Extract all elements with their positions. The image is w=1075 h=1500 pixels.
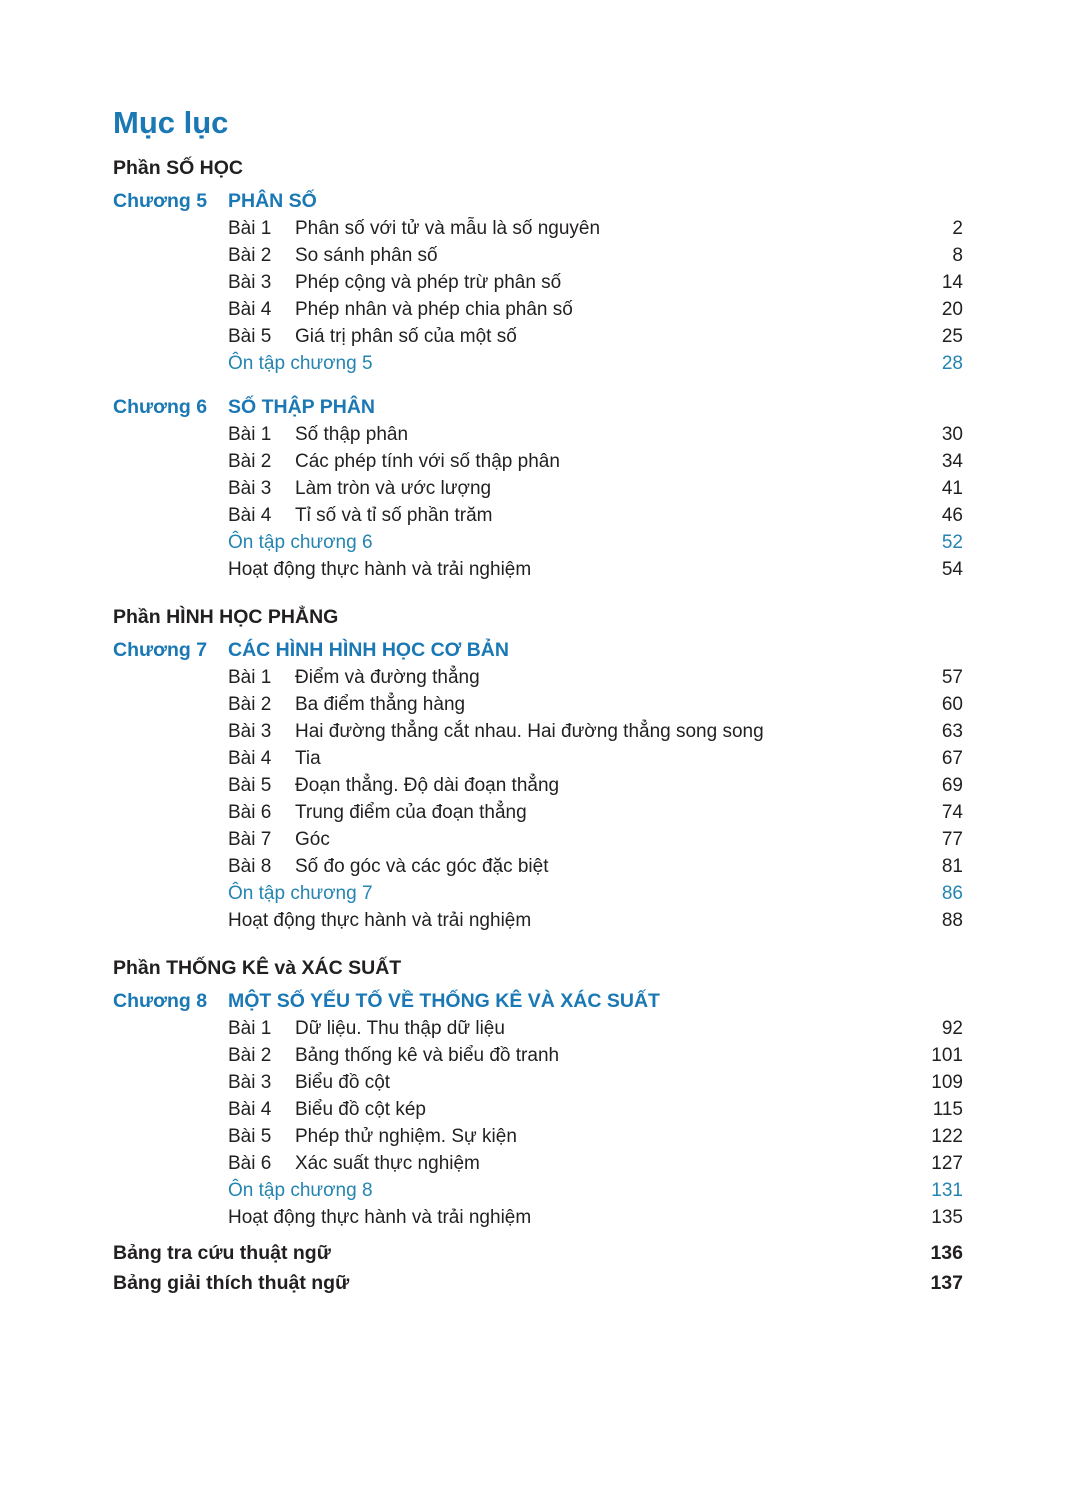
lesson-number: Bài 6 (228, 802, 272, 823)
lesson-title: Phân số với tử và mẫu là số nguyên (295, 218, 601, 239)
lesson-title: Hai đường thẳng cắt nhau. Hai đường thẳng song song (295, 721, 764, 742)
lesson-number: Bài 2 (228, 245, 272, 266)
toc-entry (113, 1204, 963, 1231)
lesson-number: Bài 1 (228, 1018, 272, 1039)
lesson-title: Đoạn thẳng. Độ dài đoạn thẳng (295, 775, 560, 796)
page-number: 74 (941, 802, 963, 823)
lesson-title: Số đo góc và các góc đặc biệt (295, 856, 549, 877)
toc-entry (113, 691, 963, 718)
lesson-number: Bài 6 (228, 1153, 272, 1174)
part-heading: Phần THỐNG KÊ và XÁC SUẤT (113, 957, 402, 979)
lesson-title: Biểu đồ cột (295, 1072, 391, 1093)
lesson-title: Ôn tập chương 6 (228, 532, 373, 553)
toc-chapter (113, 637, 963, 934)
lesson-number: Bài 5 (228, 326, 272, 347)
lesson-title: Hoạt động thực hành và trải nghiệm (228, 1207, 532, 1228)
lesson-number: Bài 4 (228, 505, 272, 526)
part-heading: Phần SỐ HỌC (113, 157, 244, 179)
toc-entry (113, 772, 963, 799)
lesson-title: Ôn tập chương 5 (228, 353, 373, 374)
toc-entry (113, 421, 963, 448)
lesson-title: Phép thử nghiệm. Sự kiện (295, 1126, 517, 1147)
lesson-number: Bài 3 (228, 1072, 272, 1093)
page-number: 88 (941, 910, 963, 931)
toc-part (113, 605, 963, 934)
page-number: 20 (941, 299, 963, 320)
page-number: 46 (941, 505, 963, 526)
toc-entry (113, 269, 963, 296)
page-number: 52 (941, 532, 963, 553)
toc-entry (113, 1069, 963, 1096)
page-number: 92 (941, 1018, 963, 1039)
lesson-title: Trung điểm của đoạn thẳng (295, 802, 527, 823)
toc-entry (113, 799, 963, 826)
back-matter-entry (113, 1238, 963, 1268)
chapter-label: Chương 5 (113, 190, 208, 212)
lesson-title: Ôn tập chương 8 (228, 1180, 373, 1201)
chapter-header (113, 188, 963, 215)
toc-entry (113, 296, 963, 323)
lesson-number: Bài 3 (228, 478, 272, 499)
back-matter-title: Bảng tra cứu thuật ngữ (113, 1242, 331, 1264)
toc-entry (113, 1042, 963, 1069)
toc-entry (113, 502, 963, 529)
page-number: 34 (941, 451, 963, 472)
page-number: 109 (931, 1072, 963, 1093)
page-number: 14 (941, 272, 963, 293)
chapter-header (113, 988, 963, 1015)
chapter-title: CÁC HÌNH HÌNH HỌC CƠ BẢN (228, 639, 509, 661)
lesson-number: Bài 3 (228, 721, 272, 742)
page-number: 41 (941, 478, 963, 499)
lesson-number: Bài 2 (228, 1045, 272, 1066)
page-number: 54 (941, 559, 963, 580)
toc-entry (113, 664, 963, 691)
toc-entry (113, 1177, 963, 1204)
page-number: 8 (952, 245, 963, 266)
toc-entry (113, 1123, 963, 1150)
chapter-title: MỘT SỐ YẾU TỐ VỀ THỐNG KÊ VÀ XÁC SUẤT (228, 990, 660, 1012)
lesson-number: Bài 5 (228, 1126, 272, 1147)
lesson-number: Bài 4 (228, 748, 272, 769)
lesson-title: Phép nhân và phép chia phân số (295, 299, 573, 320)
lesson-title: Biểu đồ cột kép (295, 1099, 426, 1120)
lesson-title: Góc (295, 829, 330, 850)
toc-entry (113, 907, 963, 934)
page-number: 60 (941, 694, 963, 715)
lesson-title: Phép cộng và phép trừ phân số (295, 272, 562, 293)
toc-part (113, 956, 963, 1231)
lesson-title: Các phép tính với số thập phân (295, 451, 560, 472)
page-number: 67 (941, 748, 963, 769)
lesson-number: Bài 1 (228, 667, 272, 688)
lesson-title: Ba điểm thẳng hàng (295, 694, 466, 715)
page-number: 135 (931, 1207, 963, 1228)
toc-entry (113, 826, 963, 853)
lesson-number: Bài 3 (228, 272, 272, 293)
page-number: 25 (941, 326, 963, 347)
back-matter (113, 1238, 963, 1298)
page-number: 81 (941, 856, 963, 877)
lesson-title: So sánh phân số (295, 245, 438, 266)
page-number: 30 (941, 424, 963, 445)
chapter-title: PHÂN SỐ (228, 190, 317, 212)
toc-chapter (113, 988, 963, 1231)
lesson-number: Bài 7 (228, 829, 272, 850)
toc-entry (113, 475, 963, 502)
page-number: 2 (952, 218, 963, 239)
chapter-title: SỐ THẬP PHÂN (228, 396, 375, 418)
page-number: 101 (931, 1045, 963, 1066)
page-number: 77 (941, 829, 963, 850)
lesson-number: Bài 1 (228, 218, 272, 239)
page-number: 122 (931, 1126, 963, 1147)
lesson-number: Bài 4 (228, 299, 272, 320)
lesson-title: Hoạt động thực hành và trải nghiệm (228, 910, 532, 931)
part-heading: Phần HÌNH HỌC PHẲNG (113, 606, 339, 628)
toc-part (113, 156, 963, 583)
chapter-label: Chương 7 (113, 639, 208, 661)
lesson-title: Làm tròn và ước lượng (295, 478, 492, 499)
lesson-number: Bài 1 (228, 424, 272, 445)
page-number: 131 (931, 1180, 963, 1201)
back-matter-entry (113, 1268, 963, 1298)
toc-body (113, 156, 963, 1231)
back-matter-page: 136 (930, 1242, 963, 1264)
back-matter-page: 137 (930, 1272, 963, 1294)
toc-entry (113, 1150, 963, 1177)
chapter-header (113, 637, 963, 664)
lesson-number: Bài 8 (228, 856, 272, 877)
page-number: 57 (941, 667, 963, 688)
lesson-title: Tia (295, 748, 321, 769)
page-number: 28 (941, 353, 963, 374)
toc-chapter (113, 394, 963, 583)
toc-entry (113, 853, 963, 880)
toc-entry (113, 448, 963, 475)
page-number: 86 (941, 883, 963, 904)
toc-entry (113, 323, 963, 350)
toc-entry (113, 242, 963, 269)
toc-entry (113, 1015, 963, 1042)
lesson-title: Ôn tập chương 7 (228, 883, 373, 904)
lesson-number: Bài 4 (228, 1099, 272, 1120)
back-matter-title: Bảng giải thích thuật ngữ (113, 1272, 350, 1294)
chapter-label: Chương 8 (113, 990, 208, 1012)
lesson-title: Điểm và đường thẳng (295, 667, 480, 688)
toc-entry (113, 215, 963, 242)
toc-entry (113, 1096, 963, 1123)
lesson-title: Tỉ số và tỉ số phần trăm (295, 505, 493, 526)
lesson-title: Dữ liệu. Thu thập dữ liệu (295, 1018, 505, 1039)
lesson-number: Bài 2 (228, 451, 272, 472)
lesson-title: Số thập phân (295, 424, 409, 445)
toc-entry (113, 745, 963, 772)
lesson-number: Bài 2 (228, 694, 272, 715)
lesson-title: Bảng thống kê và biểu đồ tranh (295, 1045, 560, 1066)
lesson-title: Hoạt động thực hành và trải nghiệm (228, 559, 532, 580)
chapter-header (113, 394, 963, 421)
toc-entry (113, 880, 963, 907)
chapter-label: Chương 6 (113, 396, 208, 418)
toc-chapter (113, 188, 963, 377)
toc-entry (113, 556, 963, 583)
toc-entry (113, 350, 963, 377)
page-title: Mục lục (113, 105, 229, 140)
lesson-title: Giá trị phân số của một số (295, 326, 517, 347)
page-number: 69 (941, 775, 963, 796)
lesson-number: Bài 5 (228, 775, 272, 796)
lesson-title: Xác suất thực nghiệm (295, 1153, 480, 1174)
page-number: 127 (931, 1153, 963, 1174)
toc-entry (113, 718, 963, 745)
toc-entry (113, 529, 963, 556)
page-number: 63 (941, 721, 963, 742)
page-number: 115 (932, 1099, 963, 1120)
